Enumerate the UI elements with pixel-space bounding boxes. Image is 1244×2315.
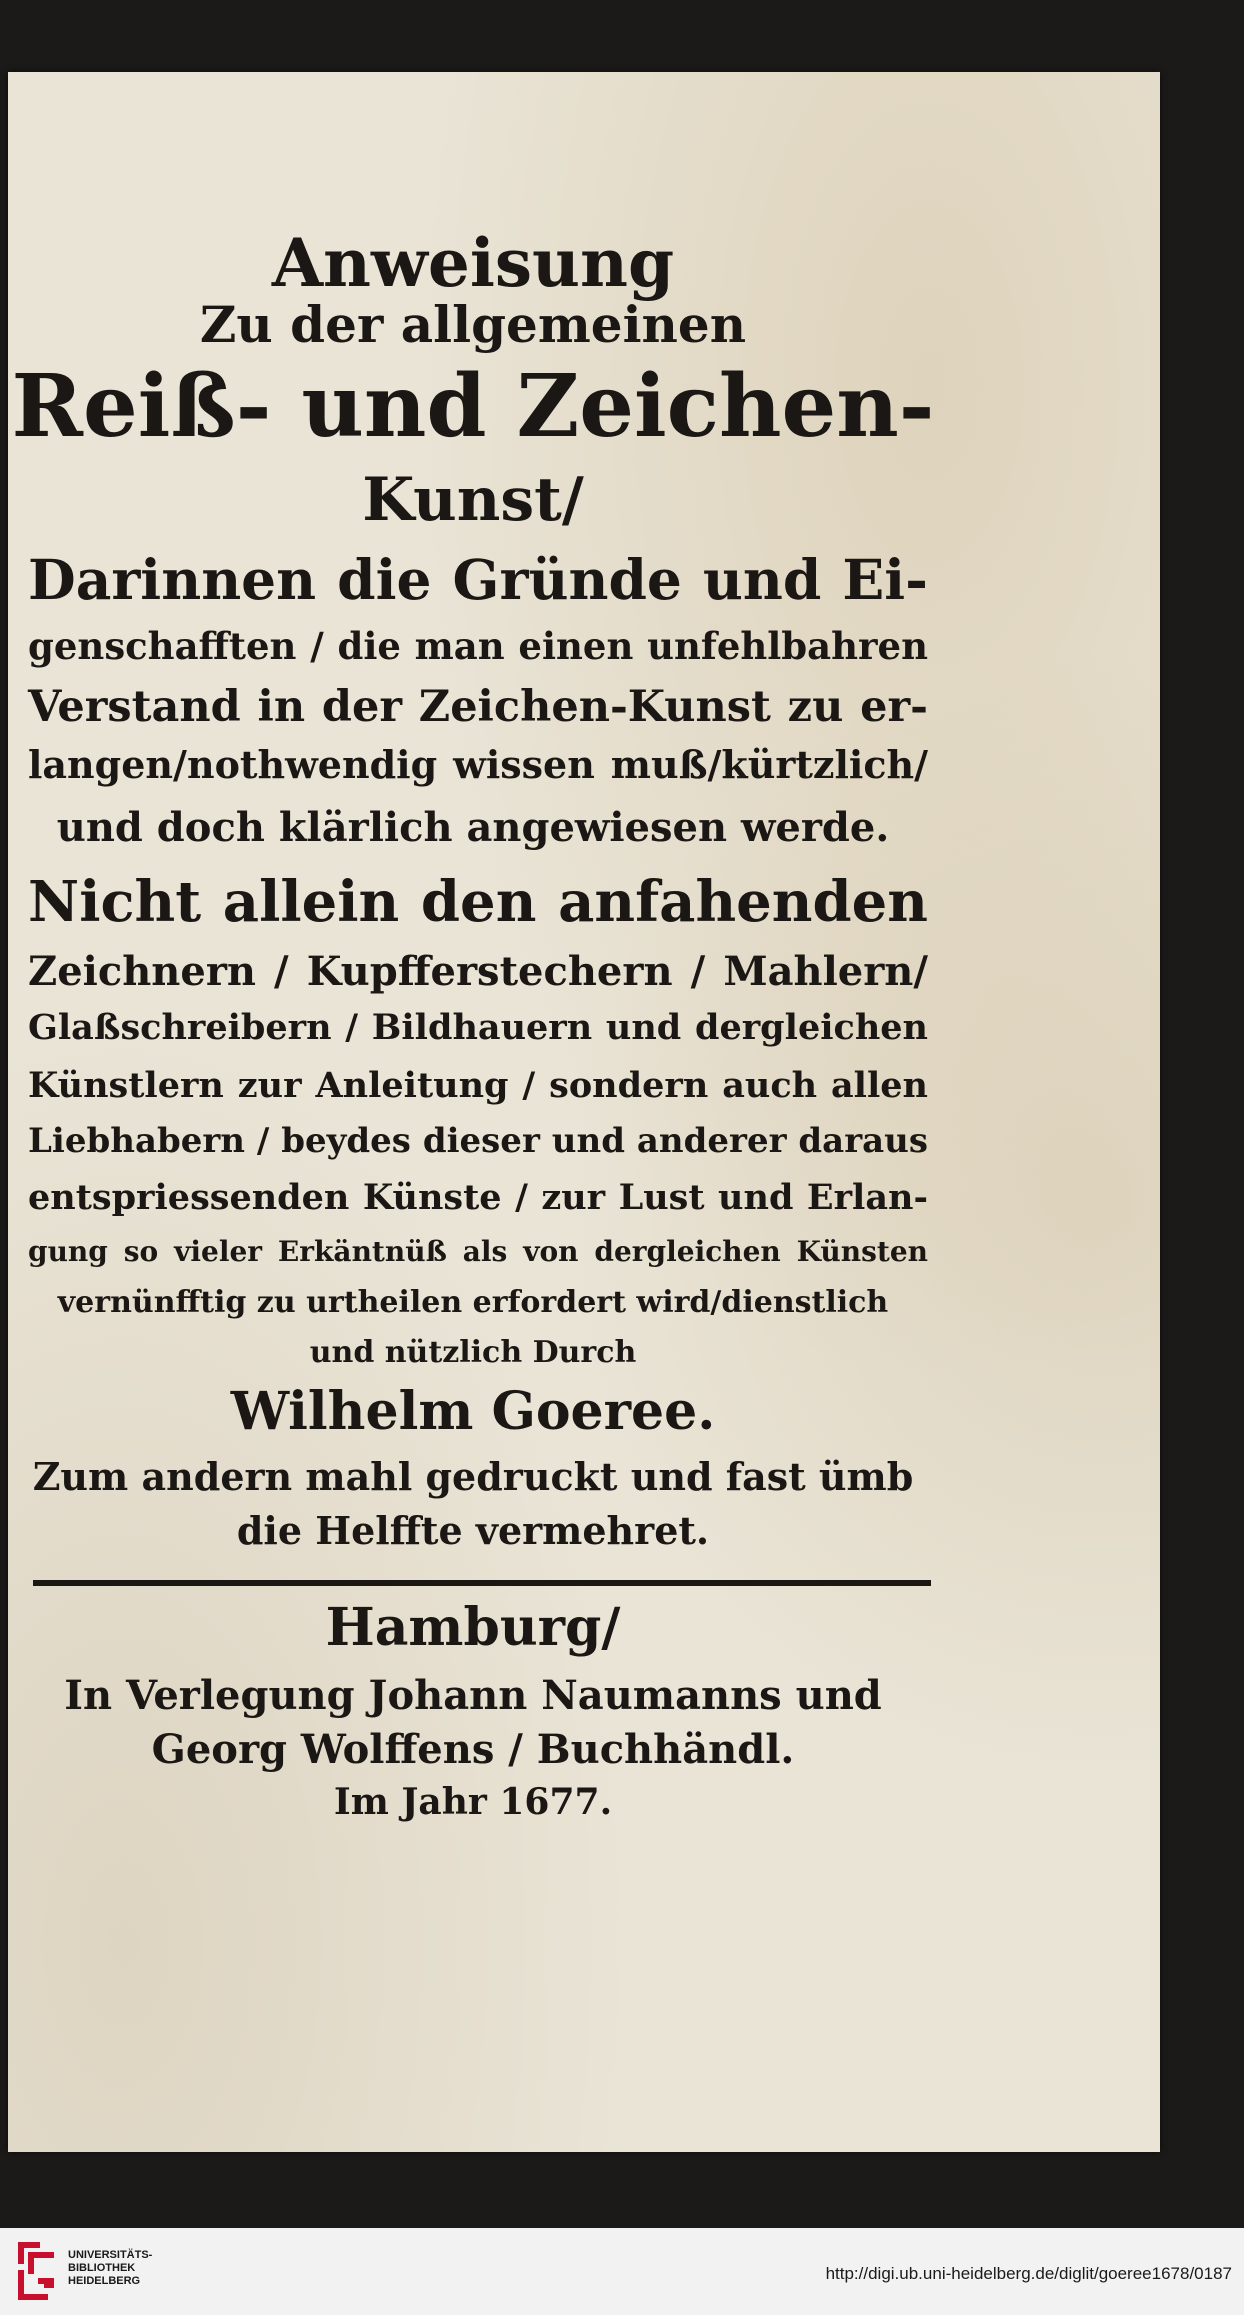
title-line-4: Kunst/ <box>362 465 584 535</box>
title-line-11: Zeichnern / Kupfferstechern / Mahlern/ <box>28 948 928 995</box>
edition-line-1: Zum andern mahl gedruckt und fast ümb <box>32 1454 914 1499</box>
title-line-17: vernünfftig zu urtheilen erfordert wird/dienstlich <box>57 1285 889 1320</box>
library-name-line-3: HEIDELBERG <box>68 2275 141 2287</box>
library-name-line-2: BIBLIOTHEK <box>68 2262 136 2274</box>
imprint-publisher-2: Georg Wolffens / Buchhändl. <box>151 1726 795 1773</box>
title-line-8: langen/nothwendig wissen muß/kürtzlich/ <box>28 742 928 787</box>
title-line-14: Liebhabern / beydes dieser und anderer daraus <box>28 1121 928 1161</box>
imprint-place: Hamburg/ <box>325 1597 621 1658</box>
source-url[interactable]: http://digi.ub.uni-heidelberg.de/diglit/goeree1678/0187 <box>825 2264 1232 2283</box>
title-line-5: Darinnen die Gründe und Ei- <box>28 547 928 612</box>
title-line-3: Reiß- und Zeichen- <box>11 356 935 457</box>
title-line-6: genschafften / die man einen unfehlbahren <box>28 624 928 668</box>
title-line-16: gung so vieler Erkäntnüß als von dergleichen Künsten <box>28 1235 928 1268</box>
title-line-13: Künstlern zur Anleitung / sondern auch allen <box>28 1065 928 1106</box>
library-name-line-1: UNIVERSITÄTS- <box>68 2249 153 2261</box>
title-line-18: und nützlich Durch <box>309 1335 637 1370</box>
title-line-1: Anweisung <box>271 224 675 302</box>
title-line-10: Nicht allein den anfahenden <box>28 869 928 935</box>
title-line-12: Glaßschreibern / Bildhauern und dergleichen <box>28 1007 928 1048</box>
university-library-logo-icon <box>14 2238 58 2304</box>
library-name <box>68 2249 218 2288</box>
title-line-15: entspriessenden Künste / zur Lust und Erlan- <box>28 1177 928 1218</box>
imprint-year: Im Jahr 1677. <box>333 1781 613 1823</box>
edition-line-2: die Helffte vermehret. <box>236 1508 710 1553</box>
title-page <box>8 72 1160 2152</box>
horizontal-rule <box>33 1580 931 1586</box>
title-line-7: Verstand in der Zeichen-Kunst zu er- <box>28 682 928 732</box>
author-name: Wilhelm Goeree. <box>230 1381 716 1442</box>
title-line-9: und doch klärlich angewiesen werde. <box>56 804 890 851</box>
imprint-publisher-1: In Verlegung Johann Naumanns und <box>64 1672 882 1719</box>
title-line-2: Zu der allgemeinen <box>199 295 747 354</box>
